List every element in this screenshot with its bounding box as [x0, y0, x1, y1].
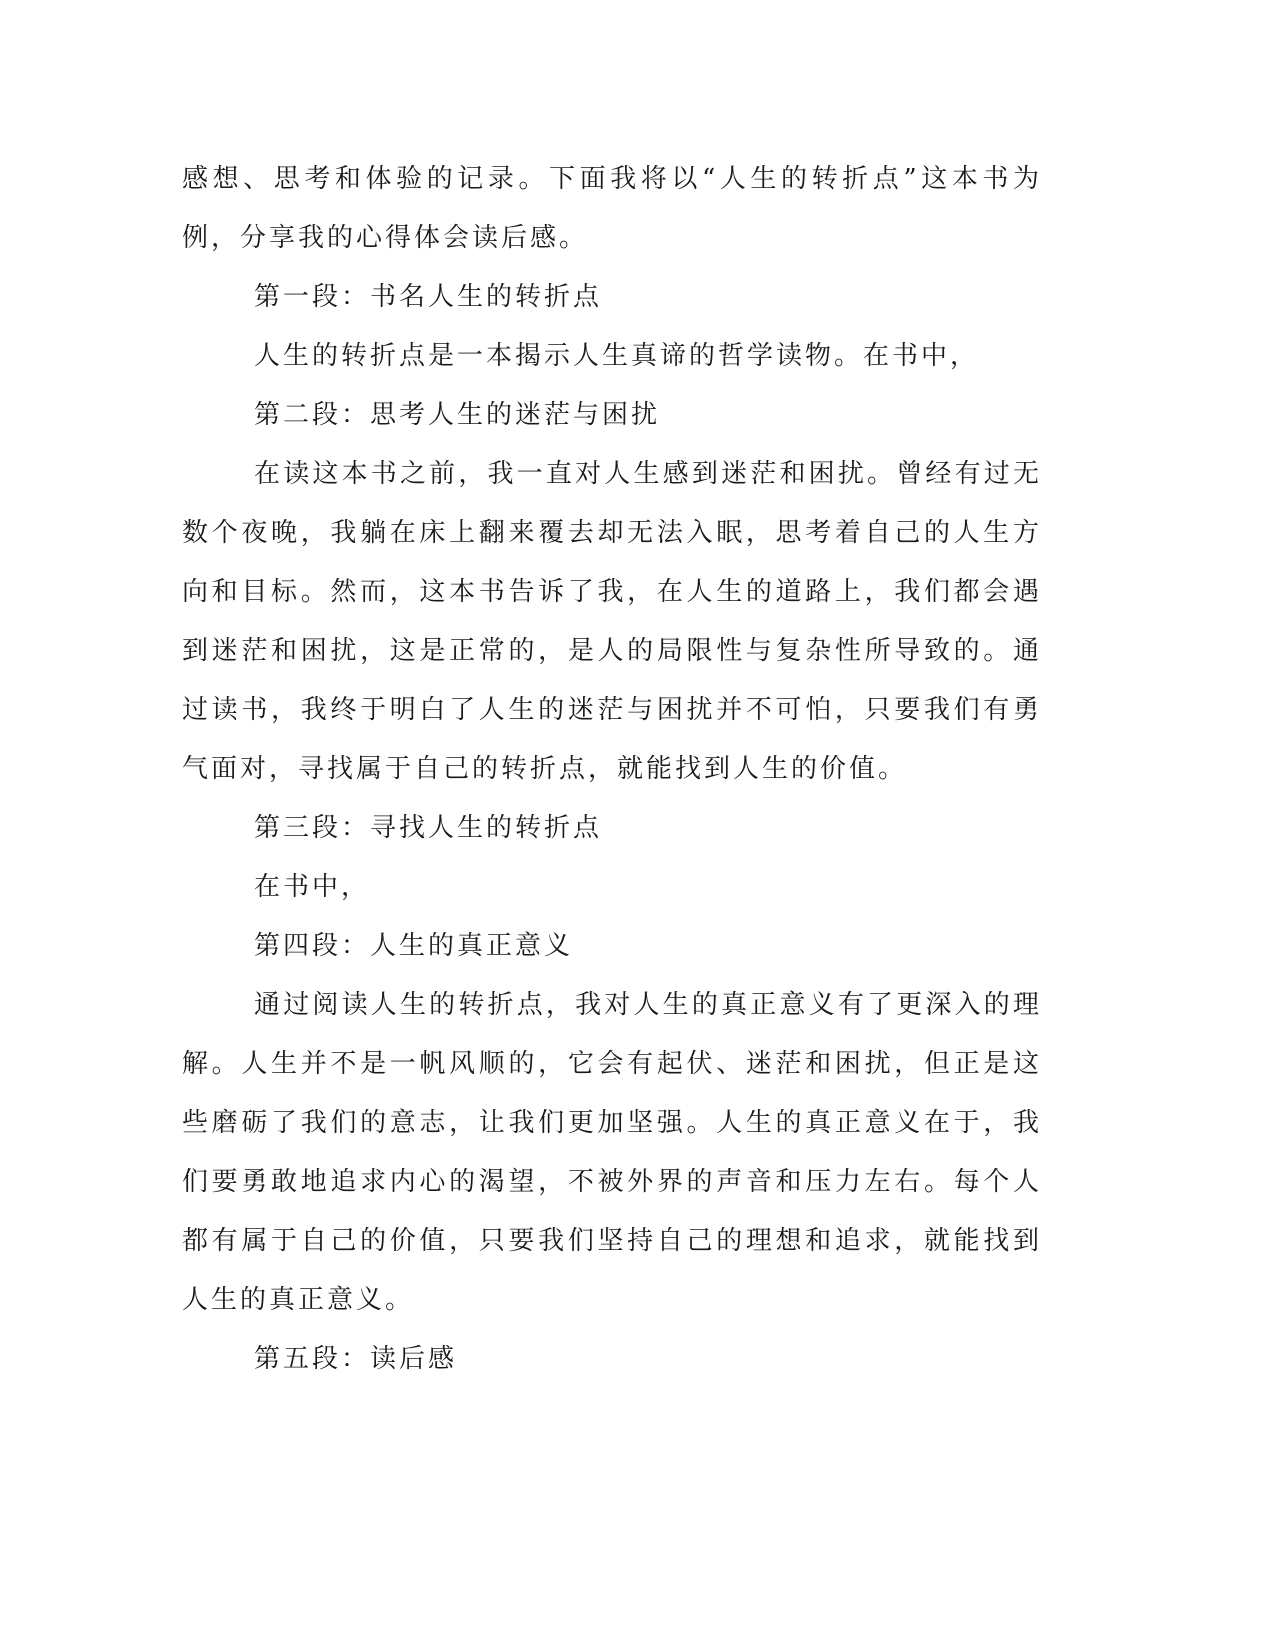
- paragraph-section-3: 在书中，: [254, 872, 371, 902]
- section-heading-5: 第五段：读后感: [254, 1344, 458, 1374]
- paragraph-section-1: 人生的转折点是一本揭示人生真谛的哲学读物。在书中，: [254, 341, 980, 371]
- section-heading-2: 第二段：思考人生的迷茫与困扰: [254, 400, 661, 430]
- paragraph-intro: 感想、思考和体验的记录。下面我将以“人生的转折点”这本书为例，分享我的心得体会读后感。: [182, 164, 1042, 253]
- section-heading-4: 第四段：人生的真正意义: [254, 931, 574, 961]
- document-body: [182, 150, 1042, 1389]
- section-heading-3: 第三段：寻找人生的转折点: [254, 813, 603, 843]
- section-heading-1: 第一段：书名人生的转折点: [254, 282, 603, 312]
- paragraph-section-4: 通过阅读人生的转折点，我对人生的真正意义有了更深入的理解。人生并不是一帆风顺的，它会有起伏、迷茫和困扰，但正是这些磨砺了我们的意志，让我们更加坚强。人生的真正意义在于，我们要勇敢地追求内心的渴望，不被外界的声音和压力左右。每个人都有属于自己的价值，只要我们坚持自己的理想和追求，就能找到人生的真正意义。: [182, 990, 1042, 1315]
- paragraph-section-2: 在读这本书之前，我一直对人生感到迷茫和困扰。曾经有过无数个夜晚，我躺在床上翻来覆去却无法入眠，思考着自己的人生方向和目标。然而，这本书告诉了我，在人生的道路上，我们都会遇到迷茫和困扰，这是正常的，是人的局限性与复杂性所导致的。通过读书，我终于明白了人生的迷茫与困扰并不可怕，只要我们有勇气面对，寻找属于自己的转折点，就能找到人生的价值。: [182, 459, 1042, 784]
